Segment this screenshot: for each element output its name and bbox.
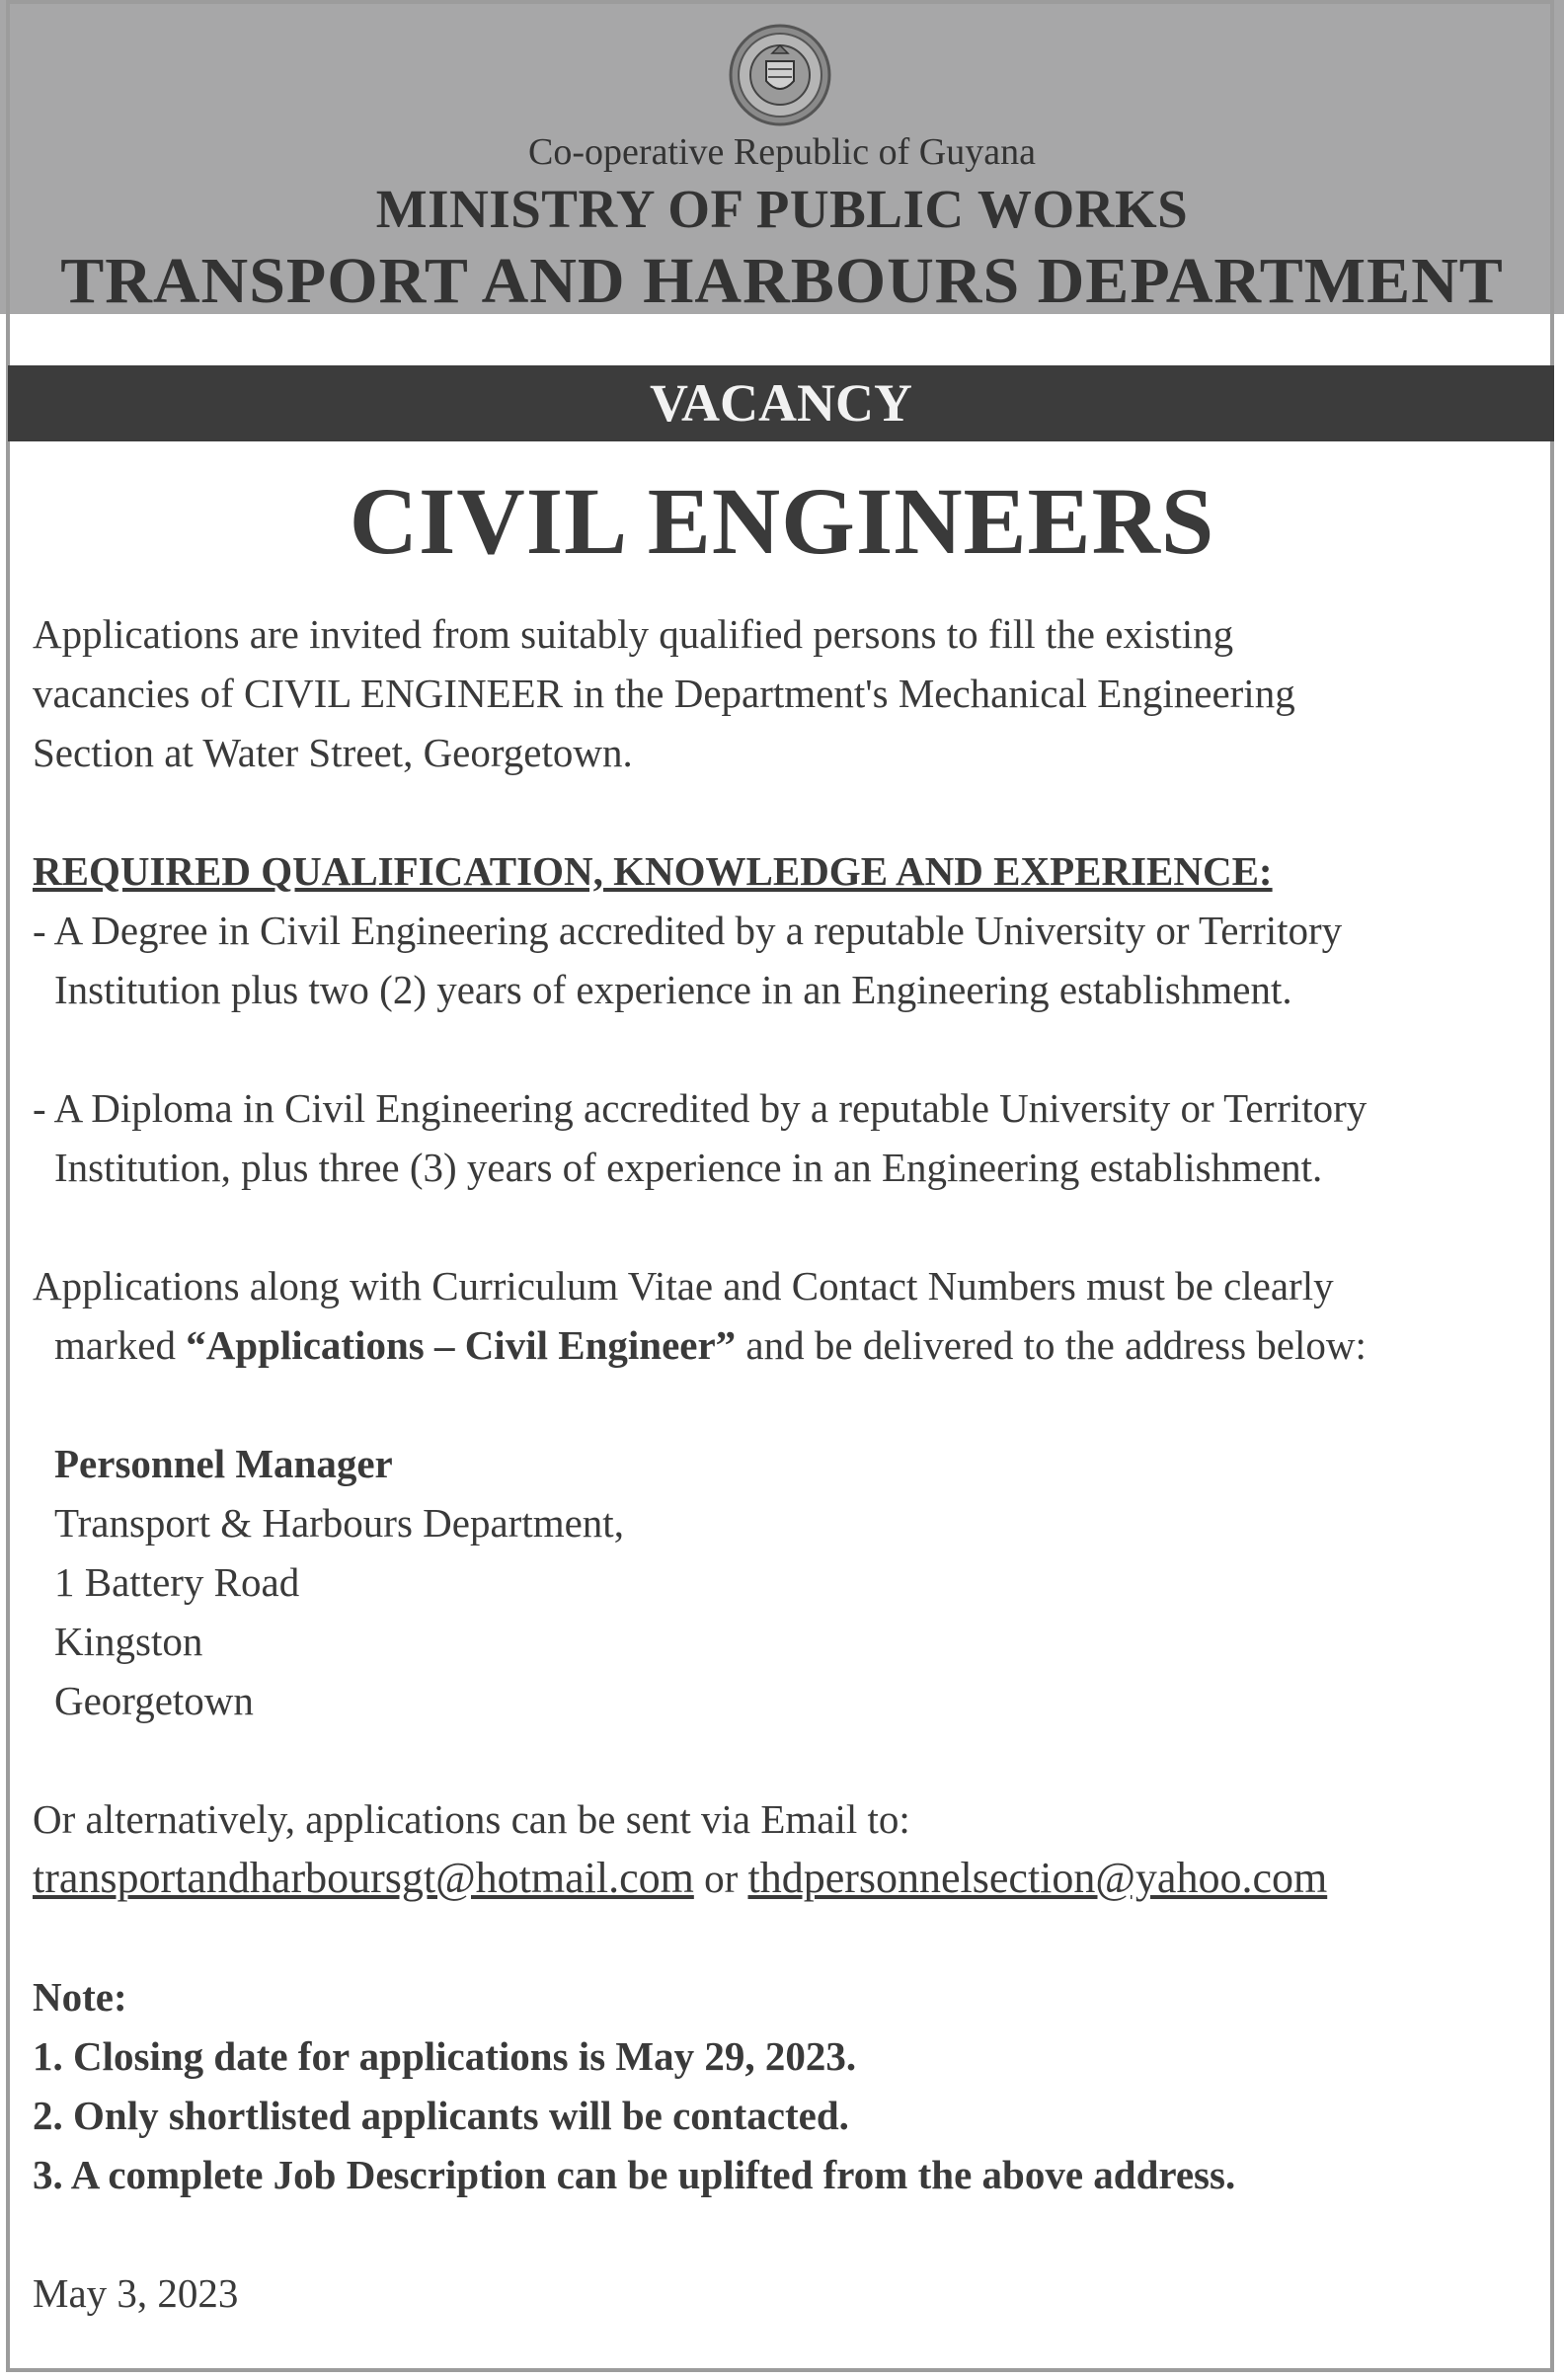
department-name: TRANSPORT AND HARBOURS DEPARTMENT bbox=[60, 245, 1504, 317]
requirement-item-cont: Institution plus two (2) years of experience in an Engineering establishment. bbox=[54, 967, 1292, 1012]
address-recipient: Personnel Manager bbox=[54, 1441, 393, 1486]
advert-body bbox=[33, 604, 1543, 2323]
email-line: transportandharboursgt@hotmail.com or thdpersonnelsection@yahoo.com bbox=[33, 1854, 1328, 1902]
intro-line: Section at Water Street, Georgetown. bbox=[33, 730, 633, 775]
intro-line: Applications are invited from suitably qualified persons to fill the existing bbox=[33, 611, 1234, 657]
vacancy-banner: VACANCY bbox=[8, 365, 1554, 441]
requirements-heading: REQUIRED QUALIFICATION, KNOWLEDGE AND EXPERIENCE: bbox=[33, 848, 1273, 894]
country-name: Co-operative Republic of Guyana bbox=[528, 131, 1036, 173]
job-title: CIVIL ENGINEERS bbox=[349, 468, 1215, 574]
address-line: Kingston bbox=[54, 1619, 203, 1664]
address-line: Georgetown bbox=[54, 1678, 254, 1723]
address-line: Transport & Harbours Department, bbox=[54, 1500, 624, 1546]
note-item: 3. A complete Job Description can be uplifted from the above address. bbox=[33, 2152, 1236, 2197]
submission-marking: marked “Applications – Civil Engineer” and be delivered to the address below: bbox=[54, 1322, 1367, 1368]
marking-label: “Applications – Civil Engineer” bbox=[186, 1322, 737, 1368]
ministry-name: MINISTRY OF PUBLIC WORKS bbox=[375, 179, 1189, 239]
note-heading: Note: bbox=[33, 1974, 127, 2020]
requirement-item: - A Degree in Civil Engineering accredited by a reputable University or Territory bbox=[33, 908, 1343, 953]
note-item: 2. Only shortlisted applicants will be contacted. bbox=[33, 2093, 849, 2138]
email-link-yahoo[interactable]: thdpersonnelsection@yahoo.com bbox=[747, 1854, 1328, 1902]
requirement-item: - A Diploma in Civil Engineering accredited by a reputable University or Territory bbox=[33, 1085, 1368, 1131]
address-line: 1 Battery Road bbox=[54, 1559, 300, 1605]
intro-line: vacancies of CIVIL ENGINEER in the Department's Mechanical Engineering bbox=[33, 671, 1295, 716]
email-intro: Or alternatively, applications can be sent via Email to: bbox=[33, 1796, 910, 1842]
requirement-item-cont: Institution, plus three (3) years of experience in an Engineering establishment. bbox=[54, 1145, 1323, 1190]
note-item: 1. Closing date for applications is May 29, 2023. bbox=[33, 2033, 857, 2079]
submission-line: Applications along with Curriculum Vitae and Contact Numbers must be clearly bbox=[33, 1263, 1334, 1309]
publication-date: May 3, 2023 bbox=[33, 2270, 239, 2316]
email-link-hotmail[interactable]: transportandharboursgt@hotmail.com bbox=[33, 1854, 694, 1902]
